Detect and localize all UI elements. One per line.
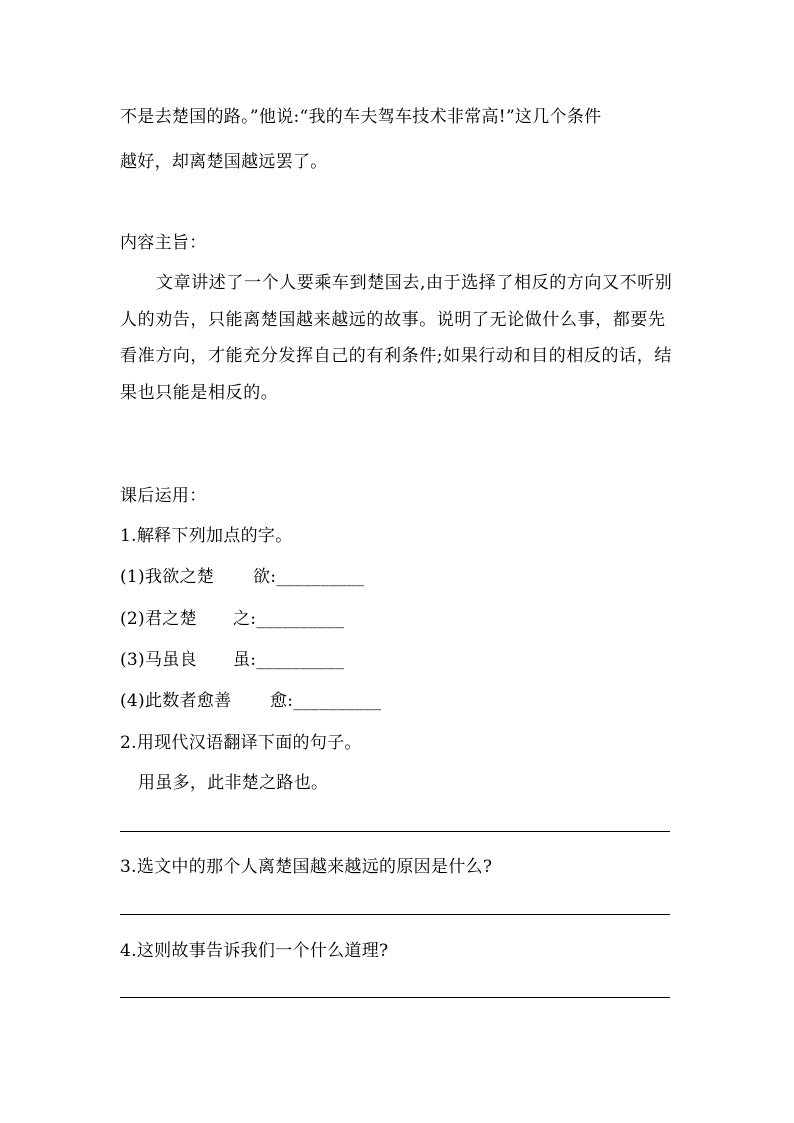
carryover-line-2: 越好，却离楚国越远罢了。 — [120, 152, 328, 172]
carryover-line-1: 不是去楚国的路。”他说:“我的车夫驾车技术非常高!”这几个条件 — [120, 107, 602, 127]
question-2-prompt: 2.用现代汉语翻译下面的句子。 — [120, 733, 362, 753]
question-4-answer-line[interactable] — [120, 997, 670, 998]
q1-item-1 — [120, 567, 364, 587]
q1-item-2-answer-blank[interactable]: __________ — [256, 609, 345, 629]
question-3-answer-line[interactable] — [120, 914, 670, 915]
exercises-heading: 课后运用： — [120, 486, 207, 506]
q1-item-1-phrase: (1)我欲之楚 — [120, 567, 215, 587]
q1-item-4-answer-blank[interactable]: __________ — [293, 691, 382, 711]
question-2-answer-line[interactable] — [120, 831, 670, 832]
q1-item-2-phrase: (2)君之楚 — [120, 609, 197, 629]
q1-item-2 — [120, 609, 344, 629]
question-3-prompt: 3.选文中的那个人离楚国越来越远的原因是什么? — [120, 857, 493, 877]
q1-item-4-char: 愈: — [270, 691, 294, 711]
question-2-sentence: 用虽多，此非楚之路也。 — [138, 773, 329, 793]
question-1-prompt: 1.解释下列加点的字。 — [120, 526, 293, 546]
q1-item-3-phrase: (3)马虽良 — [120, 650, 197, 670]
q1-item-2-char: 之: — [233, 609, 257, 629]
q1-item-3 — [120, 650, 344, 670]
q1-item-3-char: 虽: — [233, 650, 257, 670]
theme-heading: 内容主旨： — [120, 233, 207, 253]
q1-item-4 — [120, 691, 381, 711]
theme-paragraph: 文章讲述了一个人要乘车到楚国去,由于选择了相反的方向又不听别人的劝告，只能离楚国越来越远的故事。说明了无论做什么事，都要先看准方向，才能充分发挥自己的有利条件;如果行动和目的相反的话，结果也只能是相反的。 — [120, 273, 673, 403]
question-4-prompt: 4.这则故事告诉我们一个什么道理? — [120, 941, 389, 961]
q1-item-4-phrase: (4)此数者愈善 — [120, 691, 232, 711]
q1-item-3-answer-blank[interactable]: __________ — [256, 650, 345, 670]
q1-item-1-char: 欲: — [253, 567, 277, 587]
q1-item-1-answer-blank[interactable]: __________ — [276, 567, 365, 587]
